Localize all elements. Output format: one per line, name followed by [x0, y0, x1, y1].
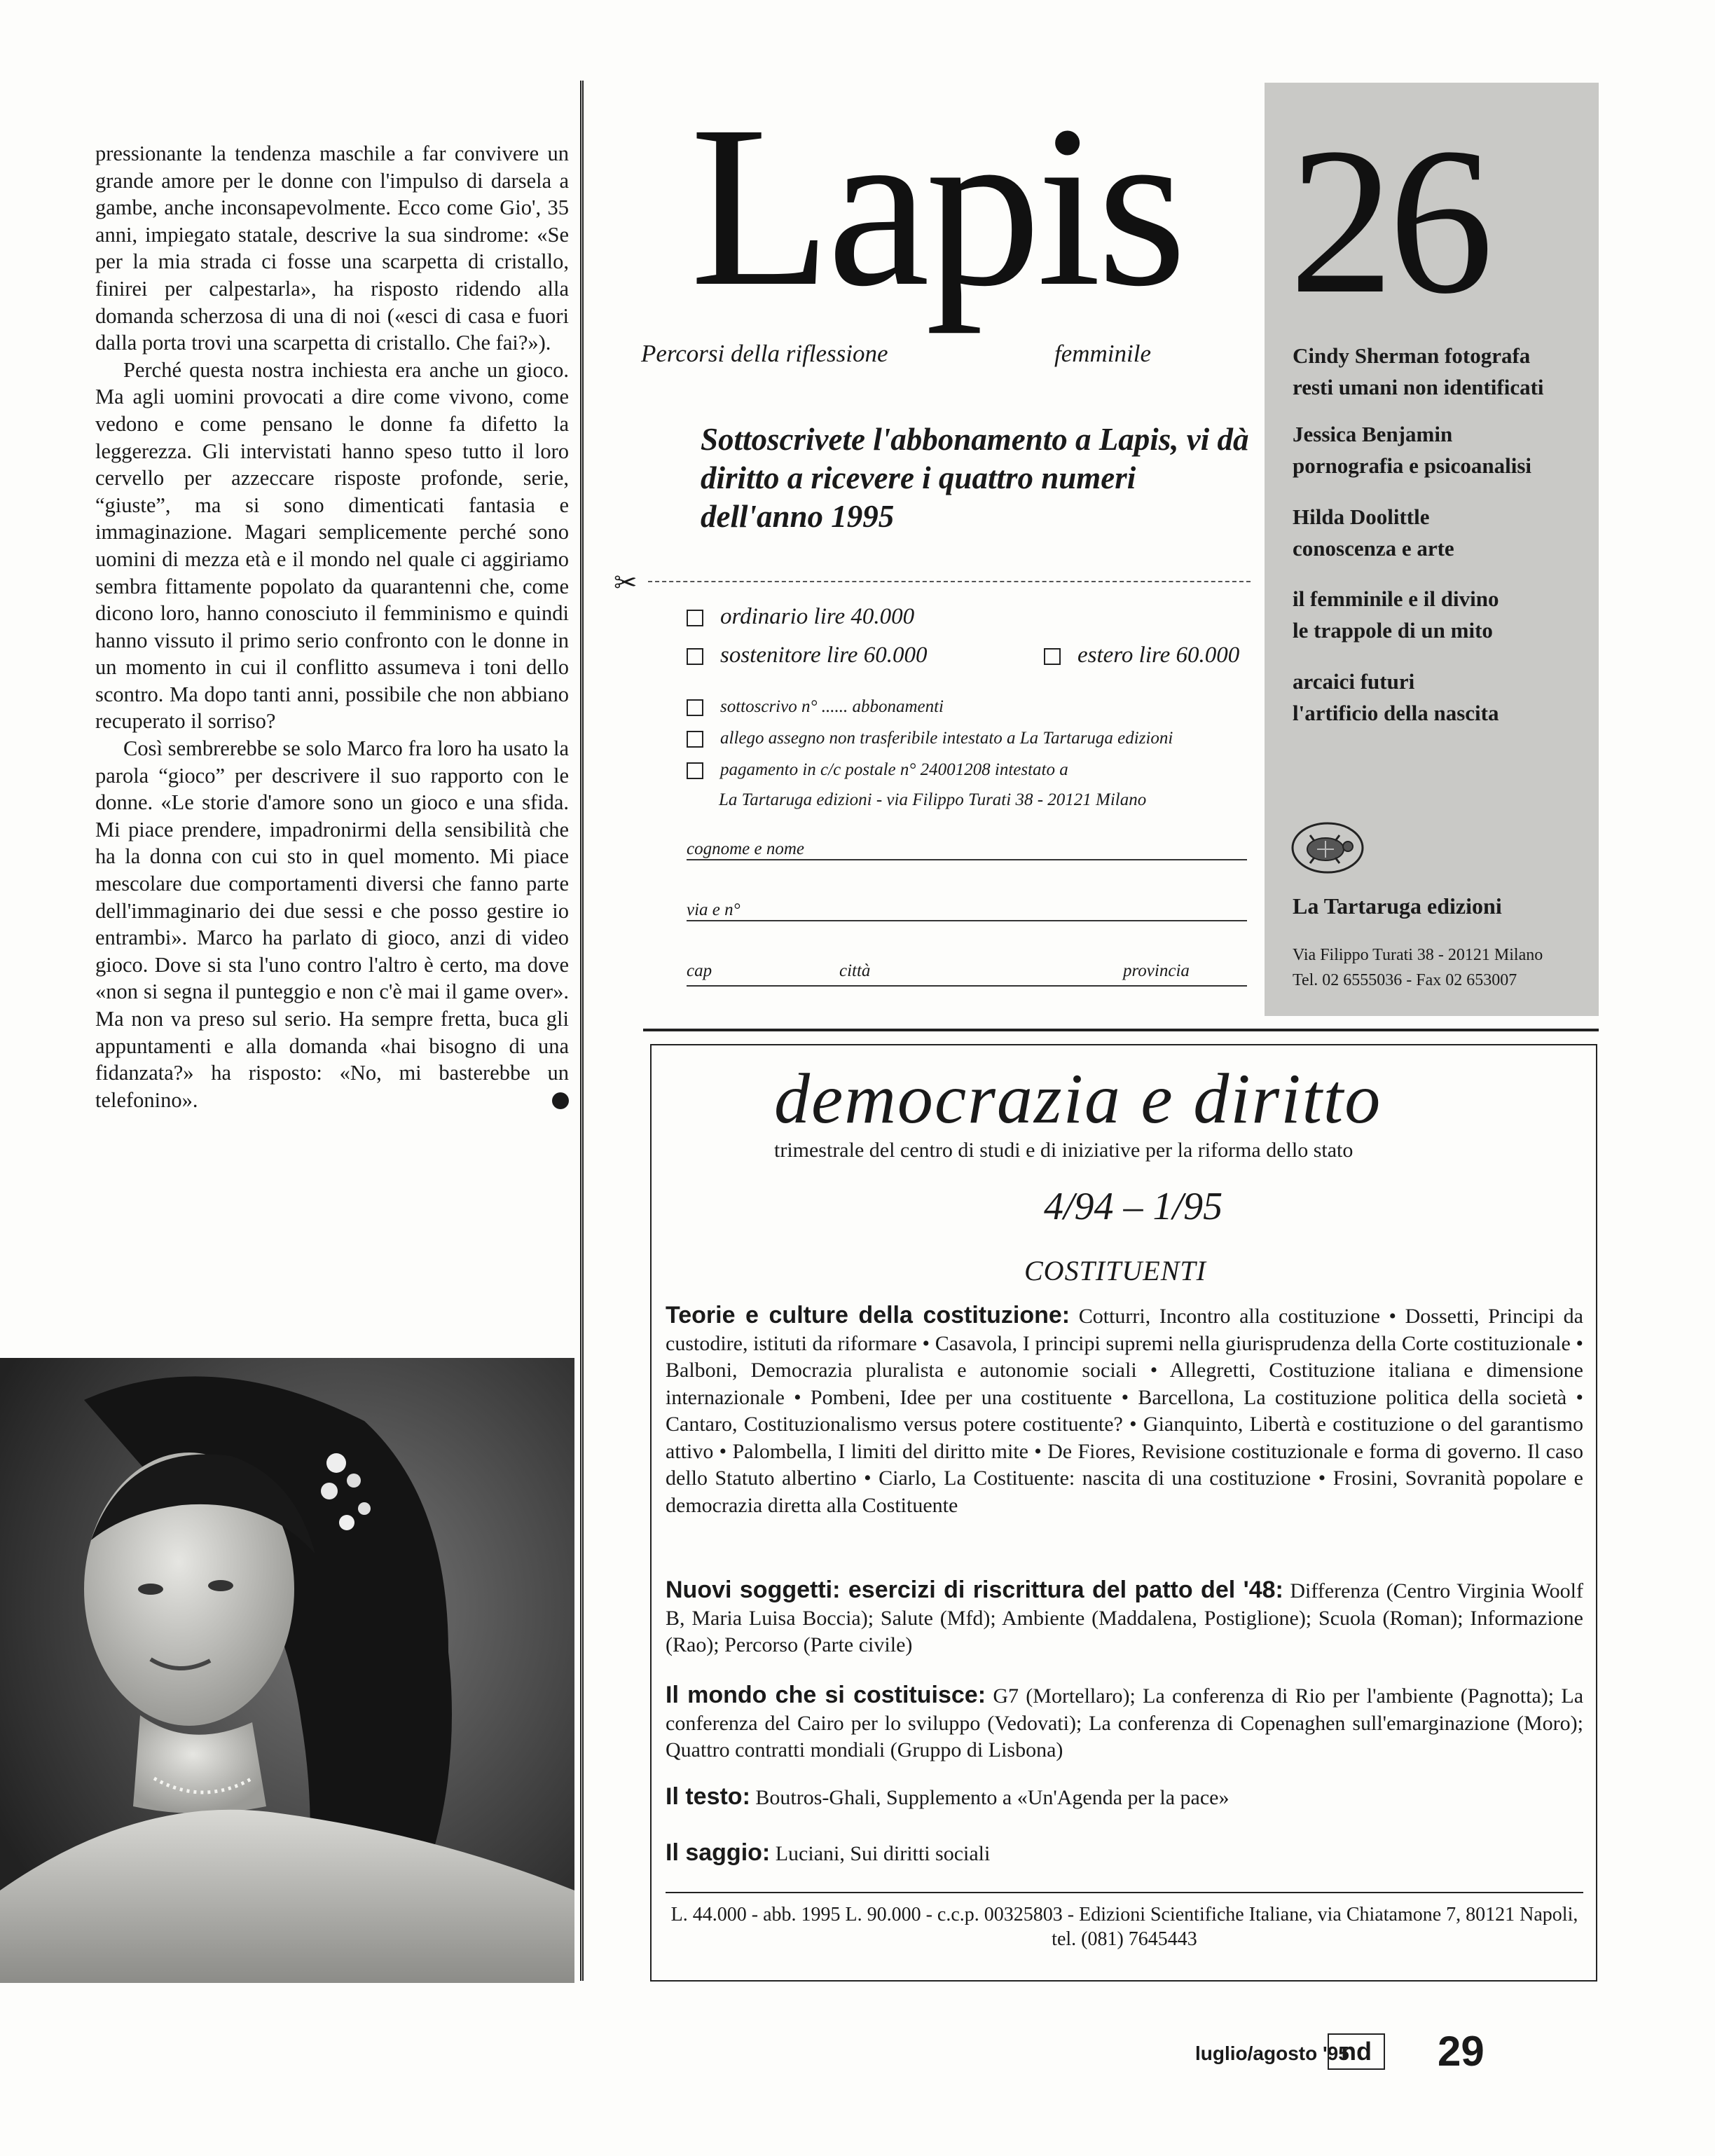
article-column [95, 140, 569, 1113]
option-assegno[interactable] [687, 729, 1173, 748]
checkbox-icon[interactable] [687, 699, 703, 716]
issue-number: 26 [1289, 104, 1488, 337]
section-1-heading: Teorie e culture della costituzione: [666, 1302, 1070, 1328]
option-postale-line2: La Tartaruga edizioni - via Filippo Turati 38 - 20121 Milano [719, 790, 1147, 809]
contents-item-2-line2: pornografia e psicoanalisi [1293, 453, 1532, 478]
democrazia-section-4 [666, 1783, 1583, 1812]
contents-item-5 [1293, 666, 1601, 729]
article-paragraph-1: pressionante la tendenza maschile a far convivere un grande amore per le donne con l'impulso di darsela a gambe, anche inconsapevolmente. Ecco come Gio', 35 anni, impiegato statale, descrive la sua sindrome: «Se per la mia strada ci fosse una scarpetta di cristallo, finirei per calpestarla», ha risposto ridendo alla domanda scherzosa di una di noi («esci di casa e fuori dalla porta trovi una scarpetta di cristallo. Che fai?»). [95, 142, 569, 355]
section-divider [643, 1029, 1599, 1031]
democrazia-footer-rule [666, 1892, 1583, 1893]
name-field-label: cognome e nome [687, 839, 804, 858]
section-5-text: Luciani, Sui diritti sociali [775, 1842, 991, 1865]
contents-item-1-line1: Cindy Sherman fotografa [1293, 343, 1531, 368]
issue-date: luglio/agosto '95 [1195, 2042, 1349, 2064]
contents-item-5-line2: l'artificio della nascita [1293, 701, 1499, 725]
contents-item-4-line1: il femminile e il divino [1293, 586, 1499, 611]
option-estero[interactable] [1044, 643, 1239, 668]
section-4-heading: Il testo: [666, 1783, 750, 1810]
section-5-heading: Il saggio: [666, 1839, 771, 1866]
contents-item-3-line1: Hilda Doolittle [1293, 504, 1430, 529]
democrazia-subtitle: trimestrale del centro di studi e di iniziative per la riforma dello stato [774, 1139, 1354, 1162]
contents-item-1 [1293, 340, 1601, 403]
section-2-heading: Nuovi soggetti: esercizi di riscrittura del patto del '48: [666, 1577, 1283, 1603]
option-postale-label: pagamento in c/c postale n° 24001208 intestato a [720, 760, 1068, 779]
contents-item-2 [1293, 418, 1601, 481]
checkbox-icon[interactable] [687, 648, 703, 665]
contents-item-3 [1293, 501, 1601, 564]
section-4-text: Boutros-Ghali, Supplemento a «Un'Agenda per la pace» [755, 1786, 1230, 1809]
contents-item-4 [1293, 583, 1601, 646]
democrazia-issue: 4/94 – 1/95 [1044, 1185, 1223, 1228]
democrazia-theme: COSTITUENTI [1024, 1255, 1206, 1286]
article-paragraph-3 [95, 735, 569, 1113]
name-field[interactable] [687, 839, 1247, 860]
option-estero-label: estero lire 60.000 [1077, 643, 1240, 668]
option-assegno-label: allego assegno non trasferibile intestato a La Tartaruga edizioni [720, 729, 1173, 748]
end-mark-icon [552, 1092, 569, 1109]
option-ordinario[interactable] [687, 604, 914, 630]
lapis-logo: Lapis [690, 78, 1183, 334]
checkbox-icon[interactable] [1044, 648, 1061, 665]
publisher-address: Via Filippo Turati 38 - 20121 Milano [1293, 946, 1543, 964]
contents-item-5-line1: arcaici futuri [1293, 669, 1415, 694]
article-paragraph-3-text: Così sembrerebbe se solo Marco fra loro ha usato la parola “gioco” per descrivere il suo rapporto con le donne. «Le storie d'amore sono un gioco e una sfida. Mi piace prendere, impadronirmi della sensibilità che ha la donna con cui sto in quel momento. Mi piace mescolare due comportamenti diversi che fanno parte dell'immaginario dei due sessi e che posso gestire io entrambi». Marco ha parlato di gioco, anzi di video gioco. Dove si sta l'uno contro l'altro è certo, ma dove «non si segna il punteggio e non c'è mai il game over». Ma non va preso sul serio. Ha sempre fretta, buca gli appuntamenti e alla domanda «hai bisogno di una fidanzata?» ha risposto: «No, mi basterebbe un telefonino». [95, 736, 569, 1112]
section-3-heading: Il mondo che si costituisce: [666, 1682, 986, 1708]
lapis-subtitle-left: Percorsi della riflessione [641, 340, 888, 367]
publisher-phone: Tel. 02 6555036 - Fax 02 653007 [1293, 971, 1517, 989]
section-3-text: G7 (Mortellaro); La conferenza di Rio per l'ambiente (Pagnotta); La conferenza del Cairo per lo sviluppo (Vedovati); La conferenza di Copenaghen sull'emarginazione (Moro); Quattro contratti mondiali (Gruppo di Lisbona) [666, 1684, 1584, 1762]
magazine-logo: nd [1328, 2033, 1385, 2070]
checkbox-icon[interactable] [687, 762, 703, 779]
provincia-label: provincia [1123, 961, 1190, 980]
address-field[interactable] [687, 900, 1247, 921]
lapis-subscription-pitch: Sottoscrivete l'abbonamento a Lapis, vi dà diritto a ricevere i quattro numeri dell'anno 1995 [701, 422, 1249, 534]
turtle-logo-icon [1289, 820, 1366, 879]
contents-item-4-line2: le trappole di un mito [1293, 618, 1493, 643]
option-sottoscrivo-label: sottoscrivo n° ...... abbonamenti [720, 697, 944, 716]
option-postale[interactable] [687, 760, 1068, 780]
publisher-contact [1293, 942, 1543, 993]
citta-label: città [839, 961, 871, 980]
cut-line [648, 581, 1251, 582]
option-sostenitore-label: sostenitore lire 60.000 [720, 643, 928, 668]
option-sostenitore[interactable] [687, 643, 927, 668]
democrazia-title: democrazia e diritto [774, 1059, 1382, 1139]
page-number: 29 [1438, 2028, 1485, 2075]
checkbox-icon[interactable] [687, 731, 703, 748]
city-field[interactable] [687, 961, 1247, 987]
democrazia-section-5 [666, 1839, 1583, 1868]
contents-item-3-line2: conoscenza e arte [1293, 536, 1454, 561]
contents-item-2-line1: Jessica Benjamin [1293, 422, 1453, 446]
lapis-subtitle-right: femminile [1054, 340, 1152, 367]
democrazia-section-2 [666, 1577, 1583, 1659]
article-photo [0, 1358, 574, 1983]
woman-portrait-image [0, 1358, 574, 1983]
contents-item-1-line2: resti umani non identificati [1293, 375, 1544, 399]
democrazia-footer: L. 44.000 - abb. 1995 L. 90.000 - c.c.p. 00325803 - Edizioni Scientifiche Italiane, via Chiatamone 7, 80121 Napoli, tel. (081) 7645443 [670, 1904, 1578, 1950]
scissors-icon: ✂ [614, 567, 638, 598]
option-ordinario-label: ordinario lire 40.000 [720, 604, 915, 629]
publisher-name: La Tartaruga edizioni [1293, 893, 1502, 919]
option-sottoscrivo[interactable] [687, 697, 944, 717]
article-paragraph-2: Perché questa nostra inchiesta era anche un gioco. Ma agli uomini provocati a dire come vivono, come vedono e come pensano le donne fa difetto la leggerezza. Gli intervistati hanno speso tutto il loro cervello per azzeccare risposte profonde, serie, “giuste”, ma si sono dimenticati fantasia e immaginazione. Magari semplicemente perché sono uomini di mezza età e il mondo nel quale ci aggiriamo sembra fittamente popolato da quarantenni che, come dicono loro, hanno conosciuto il femminismo e quindi hanno vissuto il primo serio confronto con le donne in un momento in cui il conflitto assumeva i toni dello scontro. Ma dopo tanti anni, possibile che non abbiano recuperato il sorriso? [95, 357, 569, 734]
section-2-text: Differenza (Centro Virginia Woolf B, Maria Luisa Boccia); Salute (Mfd); Ambiente (Maddalena, Postiglione); Scuola (Roman); Informazione (Rao); Percorso (Parte civile) [666, 1579, 1584, 1656]
column-divider [580, 81, 584, 1981]
section-1-text: Cotturri, Incontro alla costituzione • Dossetti, Principi da custodire, istituti da riformare • Casavola, I principi supremi nella giurisprudenza della Corte costituzionale • Balboni, Democrazia pluralista e autonomie sociali • Allegretti, Costituzione italiana e dimensione internazionale • Pombeni, Idee per una costituente • Barcellona, La costituzione politica della società • Cantaro, Costituzionalismo versus potere costituente? • Gianquinto, Libertà e costituzione o del garantismo attivo • Palombella, I limiti del diritto mite • De Fiores, Revisione costituzionale e forma di governo. Il caso dello Statuto albertino • Ciarlo, La Costituente: nascita di una costituzione • Frosini, Sovranità popolare e democrazia diretta alla Costituente [666, 1305, 1583, 1517]
cap-label: cap [687, 961, 712, 980]
checkbox-icon[interactable] [687, 610, 703, 626]
democrazia-section-1 [666, 1302, 1583, 1519]
address-field-label: via e n° [687, 900, 741, 919]
democrazia-section-3 [666, 1682, 1583, 1764]
